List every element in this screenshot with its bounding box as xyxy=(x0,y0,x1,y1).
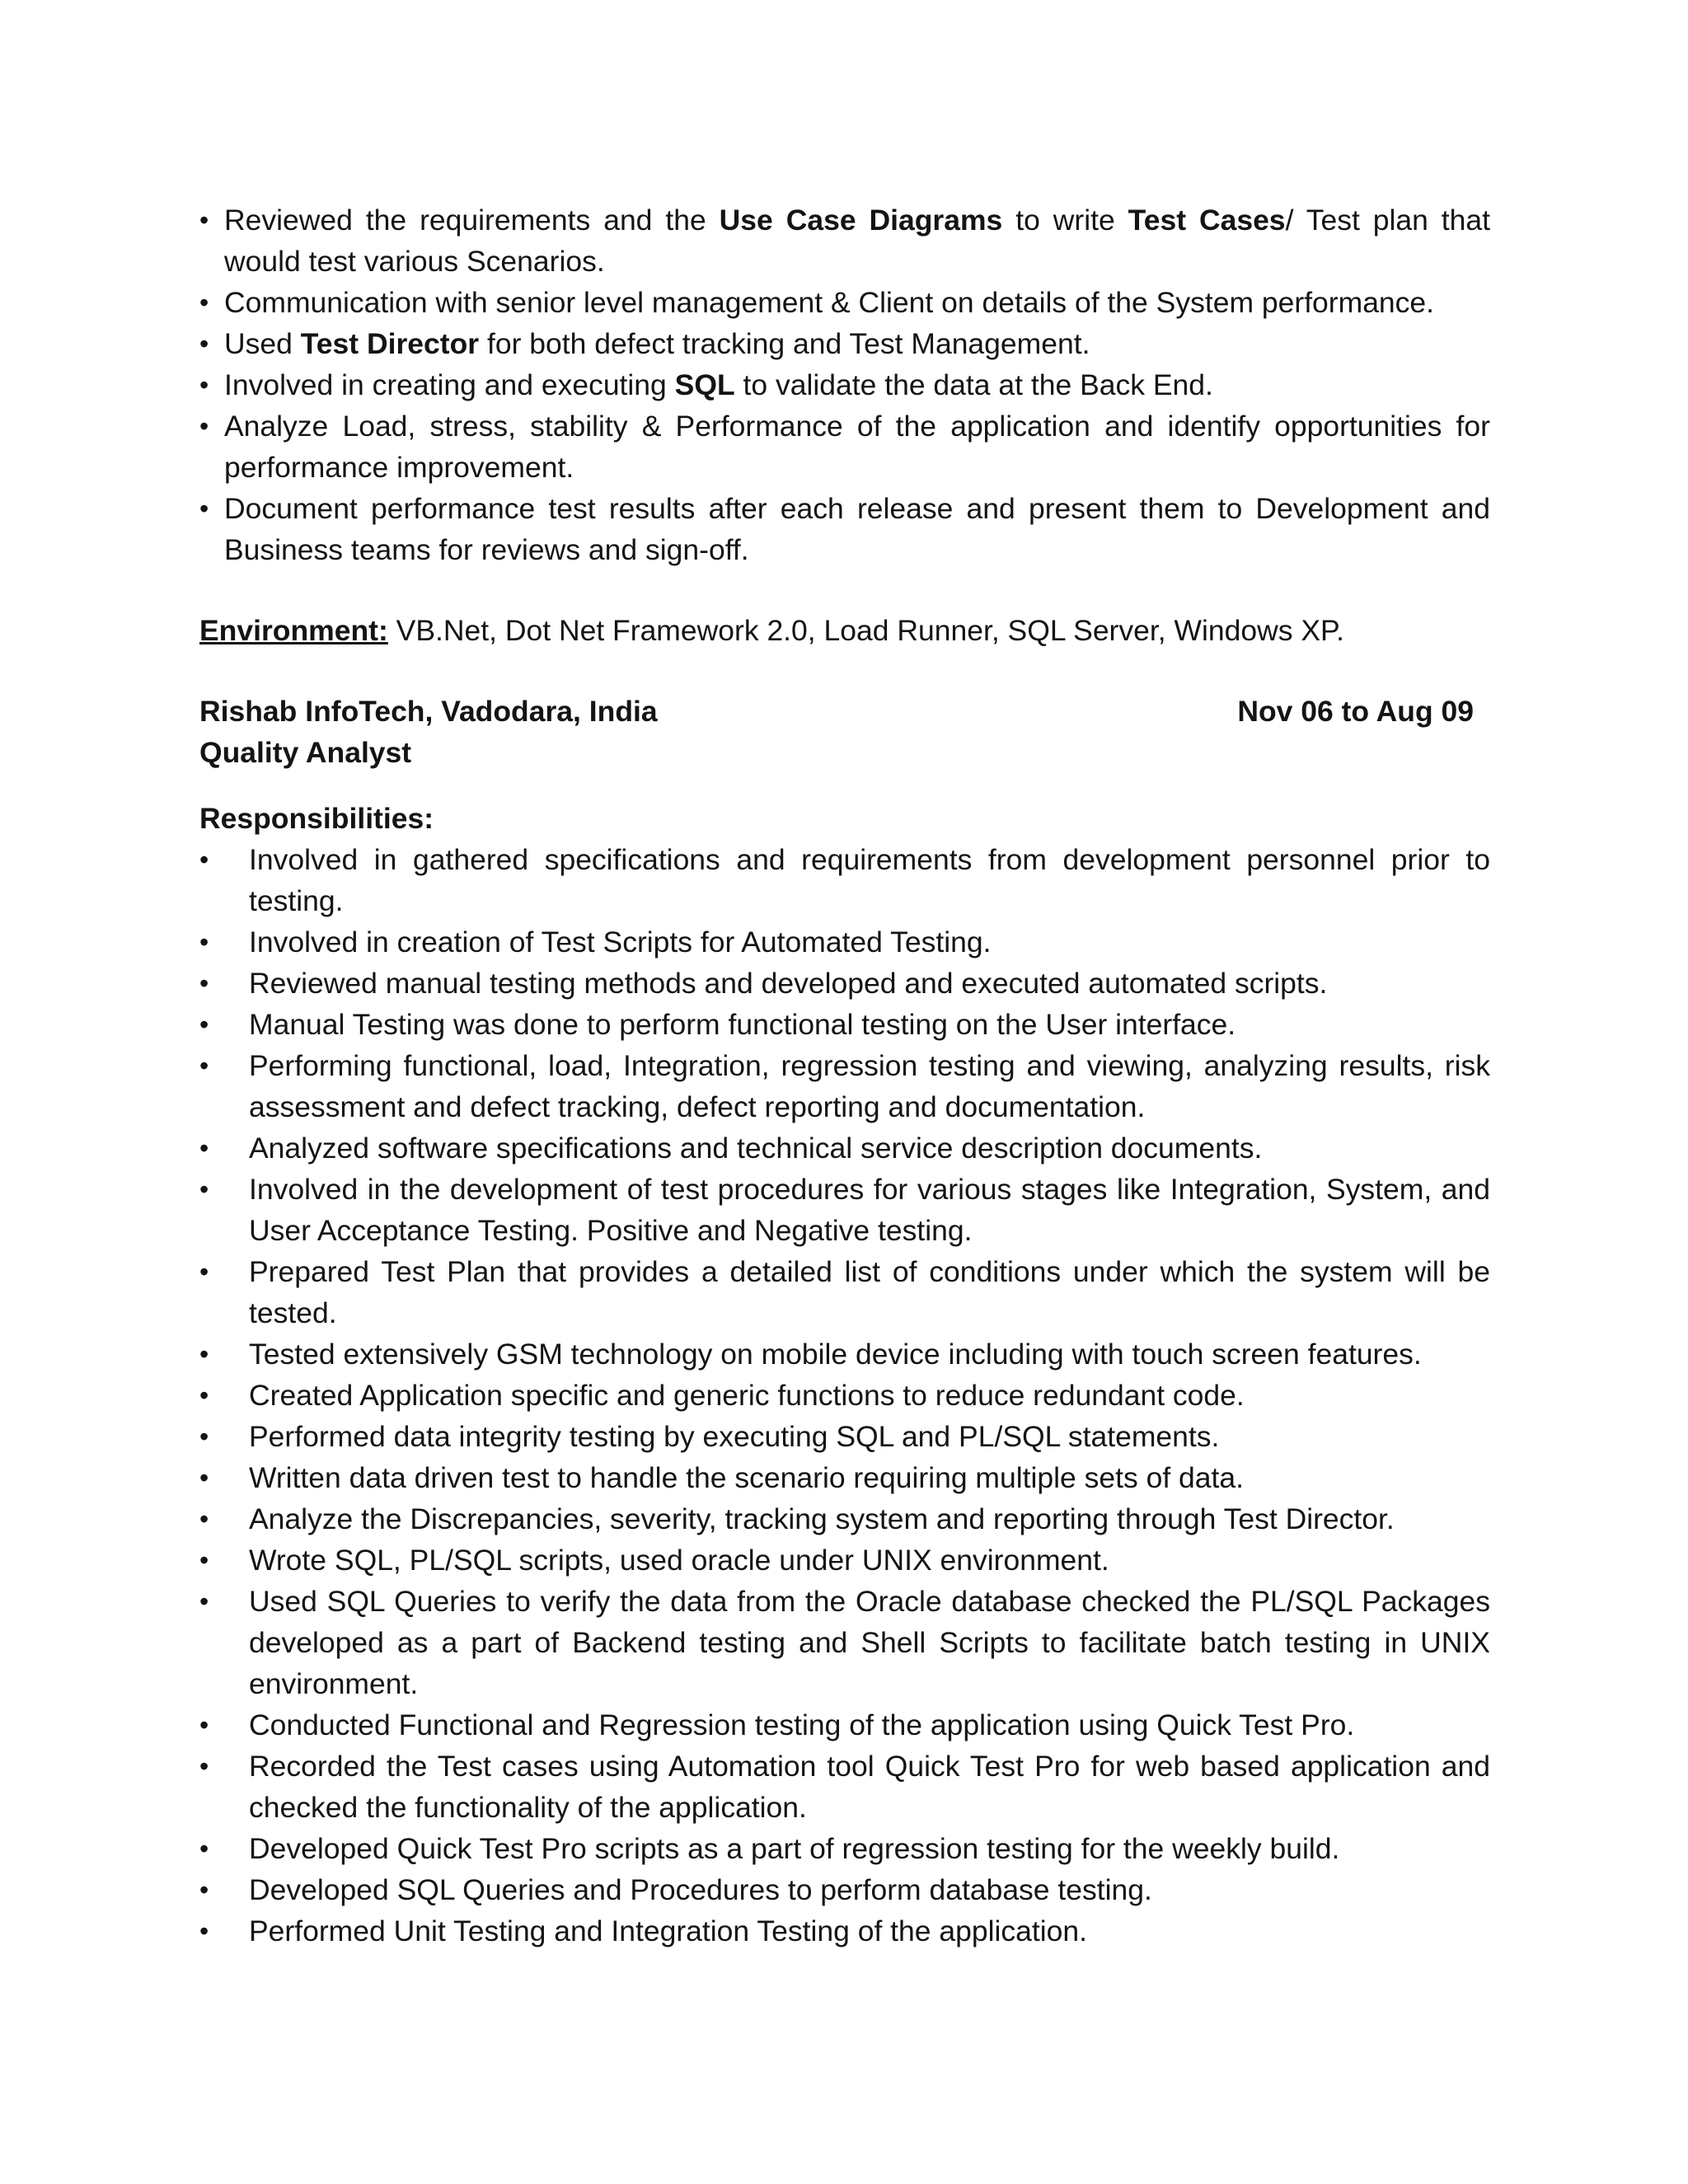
bullet-text: Wrote SQL, PL/SQL scripts, used oracle under UNIX environment. xyxy=(249,1544,1109,1577)
bullet-text: Written data driven test to handle the scenario requiring multiple sets of data. xyxy=(249,1461,1245,1494)
list-item xyxy=(199,1869,1490,1910)
bullet-icon: • xyxy=(199,1586,209,1616)
bullet-text: Involved in creation of Test Scripts for Automated Testing. xyxy=(249,926,992,958)
list-item xyxy=(199,1457,1490,1498)
bullet-text: Prepared Test Plan that provides a detailed list of conditions under which the system will be tested. xyxy=(249,1255,1490,1329)
bold-term: Test Cases xyxy=(1128,204,1286,237)
bullet-icon: • xyxy=(199,494,209,523)
prev-job-bullet-list xyxy=(199,199,1490,570)
bullet-text: Recorded the Test cases using Automation tool Quick Test Pro for web based application and checked the functionality of the application. xyxy=(249,1750,1490,1824)
bullet-text: Performed data integrity testing by executing SQL and PL/SQL statements. xyxy=(249,1420,1220,1453)
bullet-text: Document performance test results after each release and present them to Development and Business teams for reviews and sign-off. xyxy=(224,492,1490,566)
bullet-text: Analyze Load, stress, stability & Performance of the application and identify opportunities for performance improvement. xyxy=(224,410,1490,484)
bullet-icon: • xyxy=(199,1010,209,1039)
list-item xyxy=(199,839,1490,921)
bullet-text: for both defect tracking and Test Management. xyxy=(479,327,1090,360)
bullet-icon: • xyxy=(199,1504,209,1534)
environment-label: Environment: xyxy=(199,614,388,647)
bold-term: SQL xyxy=(674,368,735,401)
bullet-icon: • xyxy=(199,1875,209,1905)
bullet-text: Analyze the Discrepancies, severity, tracking system and reporting through Test Director. xyxy=(249,1502,1395,1535)
environment-text: VB.Net, Dot Net Framework 2.0, Load Runner, SQL Server, Windows XP. xyxy=(387,614,1344,647)
bullet-text: to validate the data at the Back End. xyxy=(734,368,1213,401)
bullet-text: Reviewed the requirements and the xyxy=(224,204,720,237)
list-item xyxy=(199,1416,1490,1457)
bullet-text: Created Application specific and generic functions to reduce redundant code. xyxy=(249,1379,1245,1412)
bullet-text: Analyzed software specifications and technical service description documents. xyxy=(249,1132,1263,1165)
list-item xyxy=(199,1004,1490,1045)
job-dates: Nov 06 to Aug 09 xyxy=(1237,695,1474,728)
bullet-text: Involved in the development of test procedures for various stages like Integration, System, and User Acceptance Testing. Positive and Negative testing. xyxy=(249,1173,1490,1247)
bullet-icon: • xyxy=(199,1174,209,1204)
bullet-text: Used SQL Queries to verify the data from the Oracle database checked the PL/SQL Packages developed as a part of Backend testing and Shell Scripts to facilitate batch testing in UNIX environment. xyxy=(249,1585,1490,1700)
list-item xyxy=(199,963,1490,1004)
bullet-text: Involved in creating and executing xyxy=(224,368,675,401)
list-item xyxy=(199,1333,1490,1375)
bullet-text: Reviewed manual testing methods and developed and executed automated scripts. xyxy=(249,967,1328,1000)
bullet-text: Developed Quick Test Pro scripts as a part of regression testing for the weekly build. xyxy=(249,1832,1340,1865)
list-item xyxy=(199,364,1490,405)
bullet-text: Involved in gathered specifications and requirements from development personnel prior to testing. xyxy=(249,843,1490,917)
job-header xyxy=(199,691,1490,773)
page-content xyxy=(199,199,1490,1952)
company-name: Rishab InfoTech, Vadodara, India xyxy=(199,695,658,728)
list-item xyxy=(199,405,1490,488)
bullet-icon: • xyxy=(199,1051,209,1080)
bullet-icon: • xyxy=(199,205,209,235)
responsibilities-heading: Responsibilities: xyxy=(199,802,434,835)
bold-term: Test Director xyxy=(300,327,480,360)
list-item xyxy=(199,1375,1490,1416)
list-item xyxy=(199,282,1490,323)
list-item xyxy=(199,1828,1490,1869)
responsibilities-list xyxy=(199,839,1490,1952)
bullet-icon: • xyxy=(199,1916,209,1946)
bullet-text: Developed SQL Queries and Procedures to perform database testing. xyxy=(249,1873,1152,1906)
job-title: Quality Analyst xyxy=(199,736,412,769)
bullet-icon: • xyxy=(199,1710,209,1740)
bullet-text: Performing functional, load, Integration, regression testing and viewing, analyzing results, risk assessment and defect tracking, defect reporting and documentation. xyxy=(249,1049,1490,1123)
bold-term: Use Case Diagrams xyxy=(719,204,1003,237)
bullet-icon: • xyxy=(199,1463,209,1493)
bullet-icon: • xyxy=(199,927,209,957)
list-item xyxy=(199,323,1490,364)
list-item xyxy=(199,1910,1490,1952)
list-item xyxy=(199,1127,1490,1169)
list-item xyxy=(199,1251,1490,1333)
bullet-icon: • xyxy=(199,968,209,998)
list-item xyxy=(199,488,1490,570)
environment-line xyxy=(199,610,1490,651)
list-item xyxy=(199,1498,1490,1540)
bullet-icon: • xyxy=(199,370,209,400)
list-item xyxy=(199,1169,1490,1251)
list-item xyxy=(199,1045,1490,1127)
bullet-icon: • xyxy=(199,1380,209,1410)
bullet-text: Tested extensively GSM technology on mobile device including with touch screen features. xyxy=(249,1338,1422,1371)
bullet-icon: • xyxy=(199,1133,209,1163)
bullet-icon: • xyxy=(199,1257,209,1286)
bullet-icon: • xyxy=(199,845,209,874)
list-item xyxy=(199,199,1490,282)
list-item xyxy=(199,1746,1490,1828)
bullet-icon: • xyxy=(199,288,209,317)
bullet-icon: • xyxy=(199,1339,209,1369)
bullet-text: Performed Unit Testing and Integration Testing of the application. xyxy=(249,1915,1087,1947)
list-item xyxy=(199,1581,1490,1704)
bullet-icon: • xyxy=(199,1422,209,1451)
bullet-icon: • xyxy=(199,411,209,441)
list-item xyxy=(199,1704,1490,1746)
bullet-text: Used xyxy=(224,327,301,360)
bullet-text: to write xyxy=(1002,204,1128,237)
list-item xyxy=(199,921,1490,963)
bullet-icon: • xyxy=(199,1751,209,1781)
bullet-text: Conducted Functional and Regression testing of the application using Quick Test Pro. xyxy=(249,1708,1355,1741)
bullet-text: Communication with senior level management & Client on details of the System performance. xyxy=(224,286,1435,319)
bullet-icon: • xyxy=(199,329,209,359)
bullet-text: Manual Testing was done to perform functional testing on the User interface. xyxy=(249,1008,1236,1041)
list-item xyxy=(199,1540,1490,1581)
bullet-text: / Test plan that would test various Scenarios. xyxy=(224,204,1491,278)
bullet-icon: • xyxy=(199,1834,209,1863)
bullet-icon: • xyxy=(199,1545,209,1575)
